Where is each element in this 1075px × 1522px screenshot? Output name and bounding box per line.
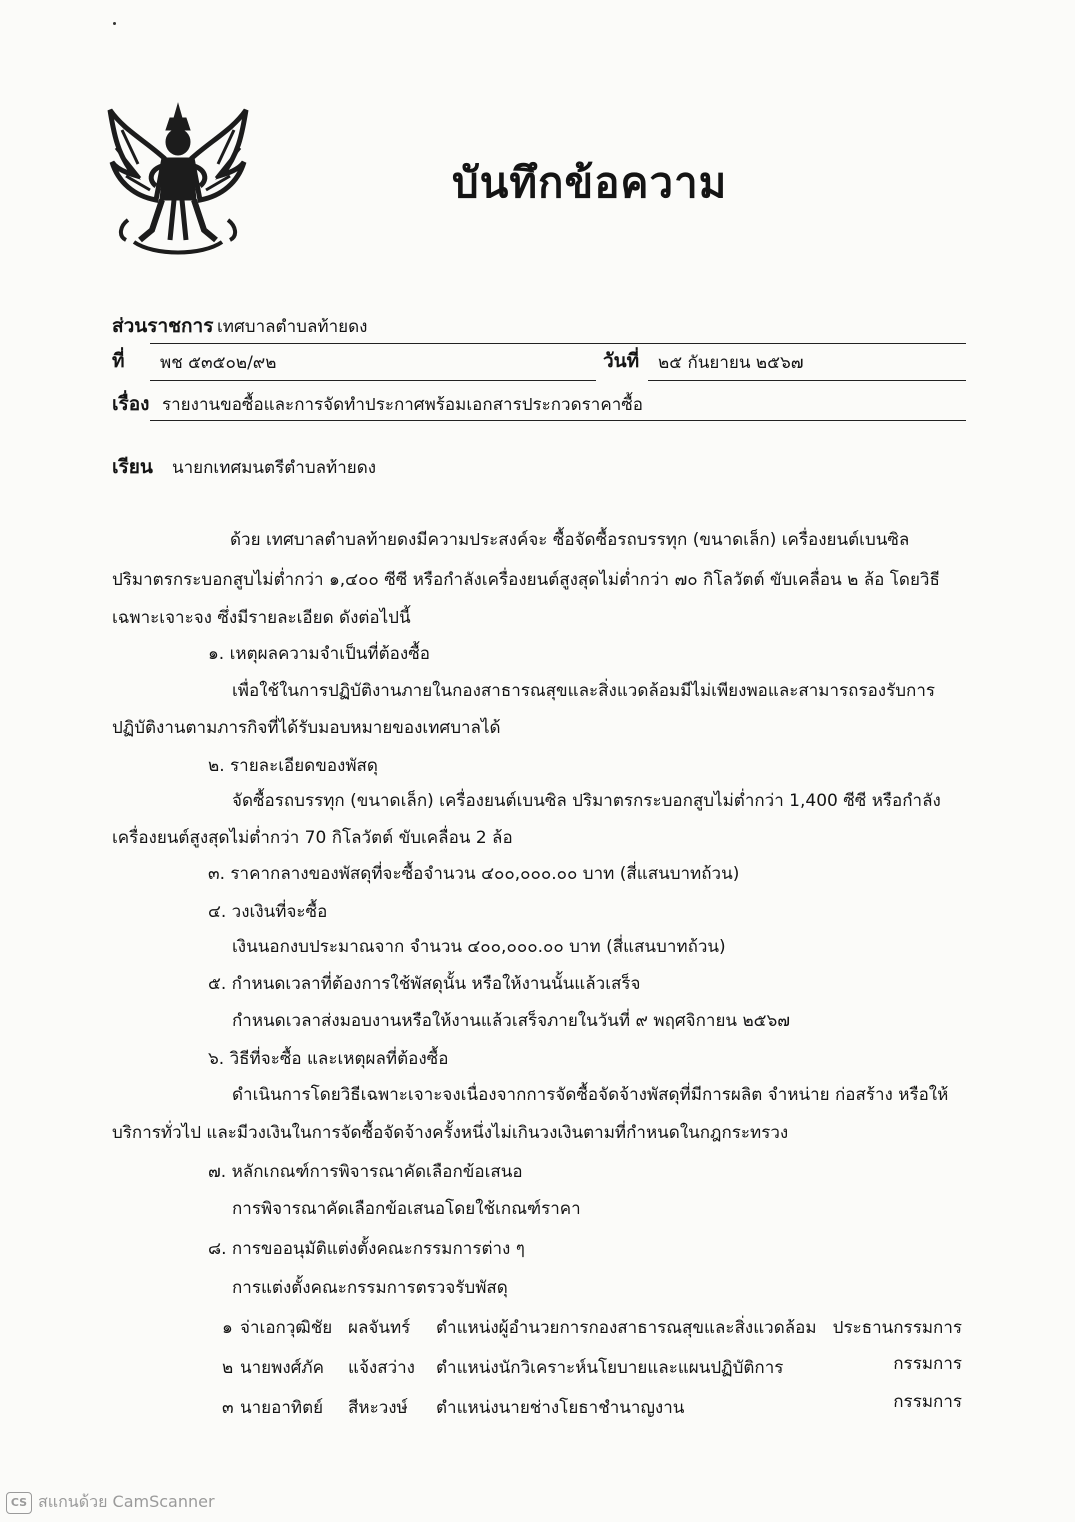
committee-position: ตำแหน่งนายช่างโยธาชำนาญงาน [436,1398,685,1418]
section-5-line: กำหนดเวลาส่งมอบงานหรือให้งานแล้วเสร็จภายในวันที่ ๙ พฤศจิกายน ๒๕๖๗ [232,1011,791,1031]
memo-title: บันทึกข้อความ [452,158,728,207]
section-2-line: เครื่องยนต์สูงสุดไม่ต่ำกว่า 70 กิโลวัตต์ ขับเคลื่อน 2 ล้อ [112,828,513,848]
section-1-line: เพื่อใช้ในการปฏิบัติงานภายในกองสาธารณสุขและสิ่งแวดล้อมมีไม่เพียงพอและสามารถรองรับการ [232,681,935,701]
ref-label: ที่ [112,350,125,372]
committee-num: ๒ [222,1358,234,1378]
intro-line: ปริมาตรกระบอกสูบไม่ต่ำกว่า ๑,๔๐๐ ซีซี หรือกำลังเครื่องยนต์สูงสุดไม่ต่ำกว่า ๗๐ กิโลวัตต์ ขับเคลื่อน ๒ ล้อ โดยวิธี [112,570,940,590]
agency-label: ส่วนราชการ [112,315,214,337]
section-8-line: การแต่งตั้งคณะกรรมการตรวจรับพัสดุ [232,1278,508,1298]
subject-label: เรื่อง [112,393,150,415]
committee-role: กรรมการ [893,1392,962,1412]
section-7-heading: ๗. หลักเกณฑ์การพิจารณาคัดเลือกข้อเสนอ [208,1162,523,1182]
section-7-line: การพิจารณาคัดเลือกข้อเสนอโดยใช้เกณฑ์ราคา [232,1199,581,1219]
committee-position: ตำแหน่งผู้อำนวยการกองสาธารณสุขและสิ่งแวดล้อม [436,1318,817,1338]
committee-name: จ่าเอกวุฒิชัย [240,1318,333,1338]
camscanner-text: สแกนด้วย CamScanner [38,1492,215,1511]
to-label: เรียน [112,456,153,478]
date-value: ๒๕ กันยายน ๒๕๖๗ [658,353,804,373]
subject-underline [150,420,966,421]
section-6-line: บริการทั่วไป และมีวงเงินในการจัดซื้อจัดจ้างครั้งหนึ่งไม่เกินวงเงินตามที่กำหนดในกฎกระทรวง [112,1123,789,1143]
ref-value: พช ๕๓๕๐๒/๙๒ [160,353,277,373]
committee-name: นายอาทิตย์ [240,1398,324,1418]
subject-value: รายงานขอซื้อและการจัดทำประกาศพร้อมเอกสารประกวดราคาซื้อ [162,395,643,415]
committee-num: ๓ [222,1398,234,1418]
section-3-heading: ๓. ราคากลางของพัสดุที่จะซื้อจำนวน ๔๐๐,๐๐๐.๐๐ บาท (สี่แสนบาทถ้วน) [208,864,740,884]
committee-surname: สีหะวงษ์ [348,1398,408,1418]
committee-surname: ผลจันทร์ [348,1318,411,1338]
committee-num: ๑ [222,1318,233,1338]
section-2-heading: ๒. รายละเอียดของพัสดุ [208,756,378,776]
section-1-heading: ๑. เหตุผลความจำเป็นที่ต้องซื้อ [208,644,430,664]
date-label: วันที่ [603,350,640,372]
intro-line: เฉพาะเจาะจง ซึ่งมีรายละเอียด ดังต่อไปนี้ [112,608,411,628]
section-4-line: เงินนอกงบประมาณจาก จำนวน ๔๐๐,๐๐๐.๐๐ บาท (สี่แสนบาทถ้วน) [232,937,726,957]
garuda-emblem [104,100,252,260]
camscanner-watermark [6,1490,215,1515]
date-underline [648,380,966,381]
committee-role: ประธานกรรมการ [832,1318,962,1338]
section-5-heading: ๕. กำหนดเวลาที่ต้องการใช้พัสดุนั้น หรือให้งานนั้นแล้วเสร็จ [208,974,641,994]
agency-value: เทศบาลตำบลท้ายดง [217,317,368,337]
section-2-line: จัดซื้อรถบรรทุก (ขนาดเล็ก) เครื่องยนต์เบนซิล ปริมาตรกระบอกสูบไม่ต่ำกว่า 1,400 ซีซี หรือกำลัง [232,791,941,811]
scan-speck [113,22,116,25]
agency-underline [150,343,966,344]
section-6-line: ดำเนินการโดยวิธีเฉพาะเจาะจงเนื่องจากการจัดซื้อจัดจ้างพัสดุที่มีการผลิต จำหน่าย ก่อสร้าง หรือให้ [232,1085,949,1105]
section-1-line: ปฏิบัติงานตามภารกิจที่ได้รับมอบหมายของเทศบาลได้ [112,718,501,738]
section-8-heading: ๘. การขออนุมัติแต่งตั้งคณะกรรมการต่าง ๆ [208,1239,525,1259]
camscanner-icon: CS [6,1492,32,1514]
committee-position: ตำแหน่งนักวิเคราะห์นโยบายและแผนปฏิบัติการ [436,1358,784,1378]
committee-name: นายพงศ์ภัค [240,1358,325,1378]
committee-role: กรรมการ [893,1354,962,1374]
ref-underline [150,380,596,381]
intro-line: ด้วย เทศบาลตำบลท้ายดงมีความประสงค์จะ ซื้อจัดซื้อรถบรรทุก (ขนาดเล็ก) เครื่องยนต์เบนซิล [230,530,910,550]
to-value: นายกเทศมนตรีตำบลท้ายดง [172,458,377,478]
section-6-heading: ๖. วิธีที่จะซื้อ และเหตุผลที่ต้องซื้อ [208,1049,449,1069]
section-4-heading: ๔. วงเงินที่จะซื้อ [208,902,328,922]
committee-surname: แจ้งสว่าง [348,1358,415,1378]
